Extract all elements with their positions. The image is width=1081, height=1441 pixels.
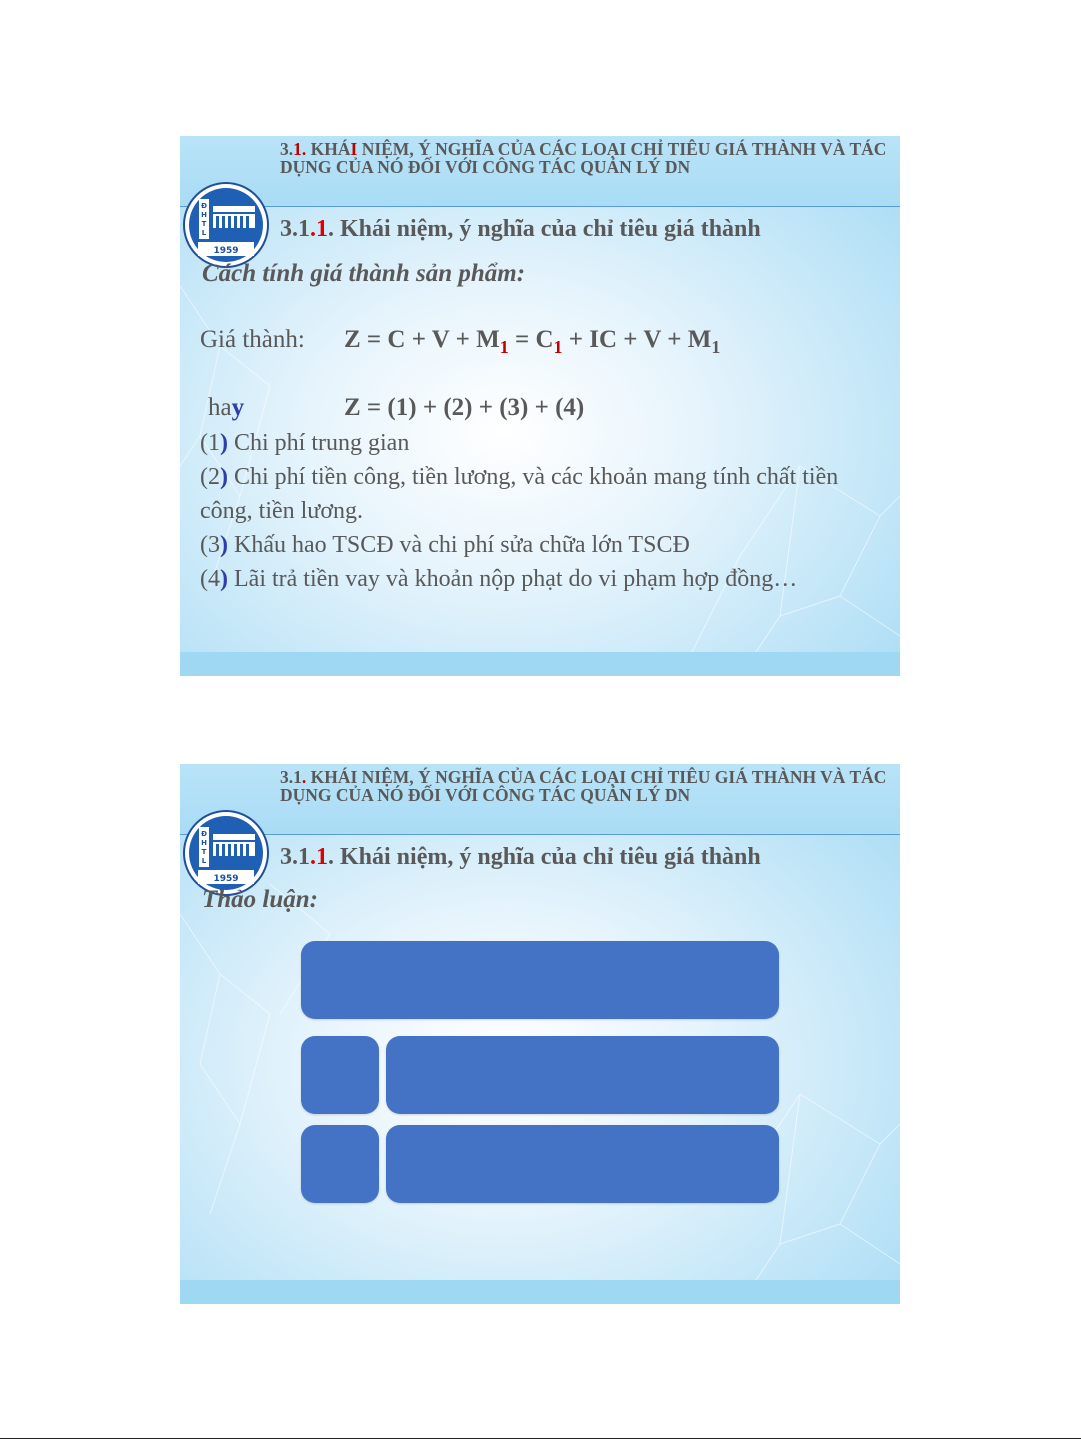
discussion-box-right-1 bbox=[386, 1036, 779, 1114]
svg-text:H: H bbox=[201, 211, 207, 219]
slide-header-title: 3.1. KHÁI NIỆM, Ý NGHĨA CỦA CÁC LOẠI CHỈ TIÊU GIÁ THÀNH VÀ TÁC DỤNG CỦA NÓ ĐỐI VỚI CÔNG TÁC QUẢN LÝ DN bbox=[280, 139, 887, 177]
discussion-box-right-2 bbox=[386, 1125, 779, 1203]
svg-text:1959: 1959 bbox=[213, 246, 239, 256]
svg-text:T: T bbox=[201, 848, 207, 856]
cost-components-list bbox=[200, 426, 860, 596]
slide-footer-bar bbox=[180, 652, 900, 676]
svg-text:Đ: Đ bbox=[201, 202, 207, 210]
university-logo bbox=[183, 182, 269, 268]
section-heading: Thảo luận: bbox=[202, 886, 319, 913]
discussion-box-left-1 bbox=[301, 1036, 379, 1114]
university-logo bbox=[183, 810, 269, 896]
slide-subtitle: 3.1.1. Khái niệm, ý nghĩa của chỉ tiêu giá thành bbox=[280, 216, 761, 242]
list-item: (3) Khấu hao TSCĐ và chi phí sửa chữa lớn TSCĐ bbox=[200, 532, 690, 558]
svg-text:1959: 1959 bbox=[213, 874, 239, 884]
svg-text:L: L bbox=[201, 857, 207, 865]
formula-alternative-expression: Z = (1) + (2) + (3) + (4) bbox=[344, 394, 585, 421]
list-item: (2) Chi phí tiền công, tiền lương, và các khoản mang tính chất tiền công, tiền lương. bbox=[200, 464, 839, 524]
discussion-box-top bbox=[301, 941, 779, 1019]
list-item: (4) Lãi trả tiền vay và khoản nộp phạt do vi phạm hợp đồng… bbox=[200, 566, 798, 592]
svg-text:L: L bbox=[201, 229, 207, 237]
slide-2 bbox=[180, 764, 900, 1304]
svg-text:T: T bbox=[201, 220, 207, 228]
slide-footer-bar bbox=[180, 1280, 900, 1304]
slide-subtitle: 3.1.1. Khái niệm, ý nghĩa của chỉ tiêu giá thành bbox=[280, 844, 761, 870]
discussion-box-left-2 bbox=[301, 1125, 379, 1203]
formula-alternative-label: hay bbox=[208, 394, 245, 421]
formula-price: Giá thành: bbox=[200, 326, 305, 353]
slide-header-title: 3.1. KHÁI NIỆM, Ý NGHĨA CỦA CÁC LOẠI CHỈ TIÊU GIÁ THÀNH VÀ TÁC DỤNG CỦA NÓ ĐỐI VỚI CÔNG TÁC QUẢN LÝ DN bbox=[280, 767, 887, 805]
formula-price-expression: $Z = C + V + M_1 = C_1$ + IC + $V + M_1$ bbox=[344, 326, 721, 357]
list-item: (1) Chi phí trung gian bbox=[200, 430, 410, 456]
svg-text:Đ: Đ bbox=[201, 830, 207, 838]
slide-1 bbox=[180, 136, 900, 676]
svg-text:H: H bbox=[201, 839, 207, 847]
page-bottom-border bbox=[0, 1438, 1081, 1439]
section-heading: Cách tính giá thành sản phẩm: bbox=[202, 260, 526, 287]
